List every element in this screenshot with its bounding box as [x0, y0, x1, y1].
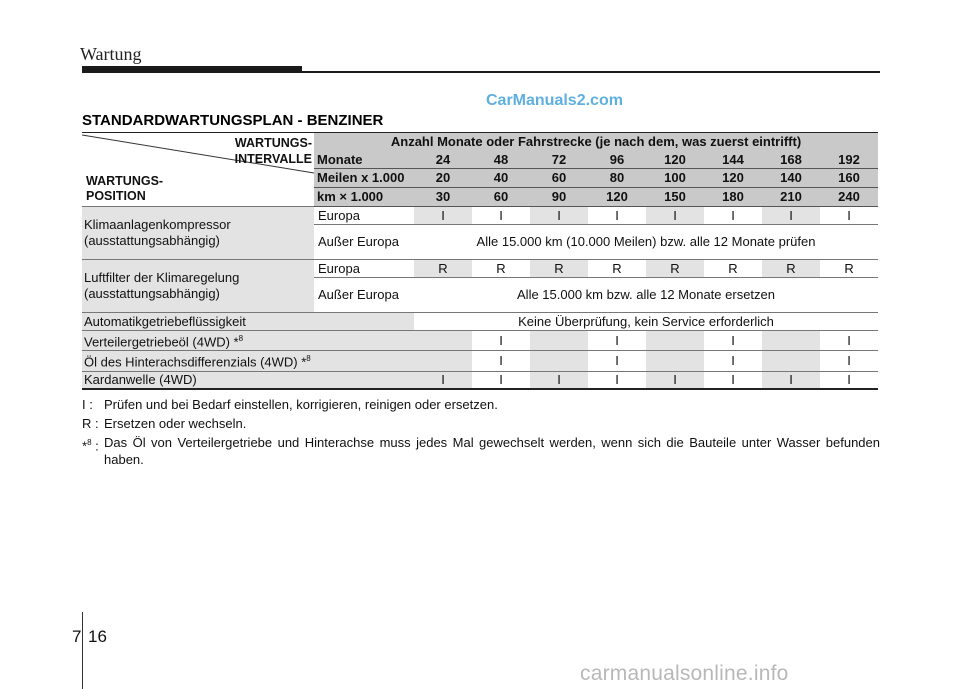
schedule-cell: [530, 351, 588, 371]
interval-value: 80: [588, 169, 646, 188]
page-number: 16: [88, 627, 107, 646]
schedule-span-text: Alle 15.000 km (10.000 Meilen) bzw. alle 12 Monate prüfen: [414, 225, 878, 260]
schedule-cell: I: [820, 207, 878, 225]
maintenance-table: [82, 133, 878, 389]
schedule-cell: [414, 351, 472, 371]
schedule-cell: I: [414, 371, 472, 389]
schedule-cell: I: [820, 351, 878, 371]
schedule-cell: I: [588, 331, 646, 351]
chapter-number: 7: [72, 627, 82, 646]
schedule-cell: I: [646, 371, 704, 389]
interval-value: 40: [472, 169, 530, 188]
interval-value: 60: [472, 188, 530, 207]
interval-value: 60: [530, 169, 588, 188]
schedule-cell: [414, 331, 472, 351]
schedule-cell: [530, 331, 588, 351]
schedule-cell: I: [472, 351, 530, 371]
position-label: WARTUNGS- POSITION: [86, 174, 164, 203]
schedule-cell: I: [820, 331, 878, 351]
table-row: [82, 351, 878, 371]
interval-span-header: Anzahl Monate oder Fahrstrecke (je nach dem, was zuerst eintrifft): [314, 133, 878, 151]
legend-notes: [82, 396, 880, 470]
table-row: [82, 207, 878, 225]
interval-value: 140: [762, 169, 820, 188]
region-label: Europa: [314, 260, 414, 278]
schedule-cell: R: [588, 260, 646, 278]
schedule-cell: I: [472, 207, 530, 225]
section-title: STANDARDWARTUNGSPLAN - BENZINER: [82, 112, 384, 129]
interval-value: 72: [530, 151, 588, 169]
schedule-cell: R: [762, 260, 820, 278]
schedule-cell: I: [472, 371, 530, 389]
schedule-cell: [762, 351, 820, 371]
interval-value: 24: [414, 151, 472, 169]
header-corner: [82, 133, 314, 207]
header-rule: [300, 71, 880, 73]
schedule-cell: R: [530, 260, 588, 278]
schedule-cell: I: [646, 207, 704, 225]
interval-value: 168: [762, 151, 820, 169]
schedule-cell: R: [472, 260, 530, 278]
interval-value: 160: [820, 169, 878, 188]
table-row: [82, 371, 878, 389]
schedule-cell: I: [588, 371, 646, 389]
schedule-cell: I: [530, 371, 588, 389]
table-row: [82, 313, 878, 331]
schedule-cell: R: [820, 260, 878, 278]
item-name: Kardanwelle (4WD): [82, 371, 414, 389]
schedule-cell: I: [704, 351, 762, 371]
schedule-cell: I: [704, 331, 762, 351]
region-label: Außer Europa: [314, 225, 414, 260]
schedule-cell: I: [704, 207, 762, 225]
interval-value: 120: [588, 188, 646, 207]
legend-note-inspect: I : Prüfen und bei Bedarf einstellen, korrigieren, reinigen oder ersetzen.: [82, 397, 498, 412]
schedule-cell: R: [704, 260, 762, 278]
table-row: [82, 331, 878, 351]
interval-value: 180: [704, 188, 762, 207]
interval-value: 192: [820, 151, 878, 169]
interval-value: 144: [704, 151, 762, 169]
schedule-cell: I: [588, 207, 646, 225]
interval-value: 120: [646, 151, 704, 169]
interval-row-label: Meilen x 1.000: [314, 169, 414, 188]
schedule-cell: R: [646, 260, 704, 278]
region-label: Außer Europa: [314, 278, 414, 313]
interval-row-label: km × 1.000: [314, 188, 414, 207]
table-row: [82, 260, 878, 278]
interval-value: 120: [704, 169, 762, 188]
interval-value: 30: [414, 188, 472, 207]
interval-value: 48: [472, 151, 530, 169]
schedule-cell: [646, 351, 704, 371]
interval-value: 90: [530, 188, 588, 207]
interval-value: 20: [414, 169, 472, 188]
schedule-cell: [762, 331, 820, 351]
schedule-cell: R: [414, 260, 472, 278]
schedule-cell: I: [762, 207, 820, 225]
table-bottom-rule: [82, 388, 878, 390]
legend-note-replace: R : Ersetzen oder wechseln.: [82, 416, 247, 431]
schedule-span-text: Alle 15.000 km bzw. alle 12 Monate ersetzen: [414, 278, 878, 313]
region-label: Europa: [314, 207, 414, 225]
schedule-cell: I: [762, 371, 820, 389]
schedule-cell: [646, 331, 704, 351]
interval-row-label: Monate: [314, 151, 414, 169]
interval-value: 150: [646, 188, 704, 207]
interval-value: 100: [646, 169, 704, 188]
watermark-bottom: carmanualsonline.info: [580, 662, 789, 685]
header-bar-thick: [82, 66, 302, 73]
schedule-cell: I: [820, 371, 878, 389]
schedule-cell: I: [530, 207, 588, 225]
schedule-cell: I: [472, 331, 530, 351]
footer-divider: [82, 612, 83, 689]
watermark-top: CarManuals2.com: [486, 92, 623, 109]
item-name: Klimaanlagenkompressor (ausstattungsabhängig): [82, 207, 314, 260]
item-name: Öl des Hinterachsdifferenzials (4WD) *$^8$: [82, 351, 414, 371]
schedule-cell: I: [704, 371, 762, 389]
chapter-title: Wartung: [80, 44, 142, 64]
item-name: Luftfilter der Klimaregelung (ausstattungsabhängig): [82, 260, 314, 313]
interval-value: 240: [820, 188, 878, 207]
item-name: Verteilergetriebeöl (4WD) *$^8$: [82, 331, 414, 351]
interval-label: WARTUNGS- INTERVALLE: [234, 136, 312, 166]
schedule-cell: I: [414, 207, 472, 225]
item-name: Automatikgetriebeflüssigkeit: [82, 313, 414, 331]
schedule-span-text: Keine Überprüfung, kein Service erforderlich: [414, 313, 878, 331]
interval-value: 210: [762, 188, 820, 207]
legend-note-footnote: *$^8$ : Das Öl von Verteilergetriebe und Hinterachse muss jedes Mal gewechselt werden, wenn sich die Bauteile unter Wasser befunden haben.: [82, 435, 880, 467]
schedule-cell: I: [588, 351, 646, 371]
interval-value: 96: [588, 151, 646, 169]
